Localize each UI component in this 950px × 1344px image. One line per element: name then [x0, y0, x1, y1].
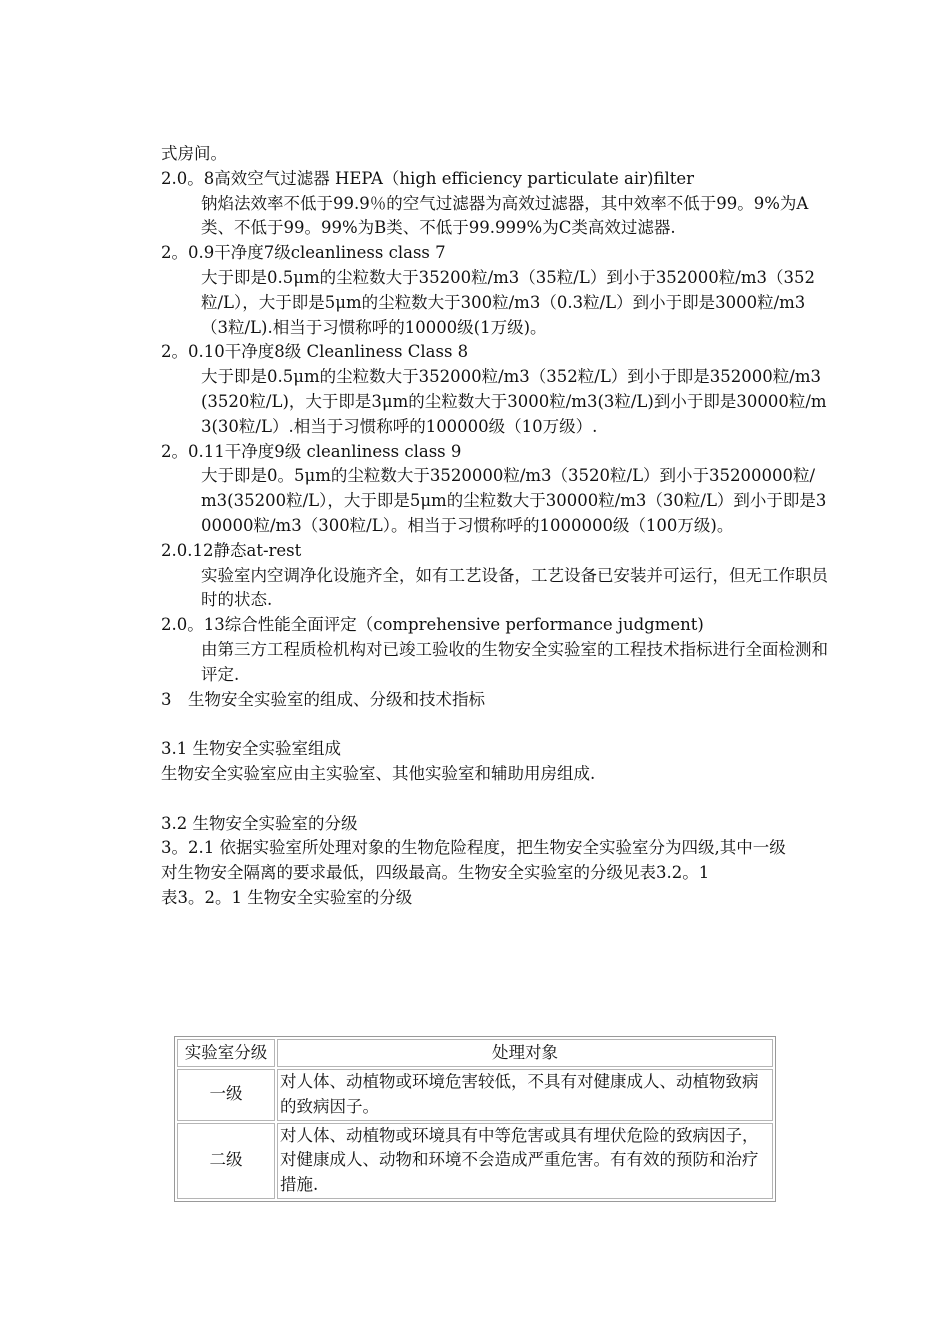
paragraph-at-rest: 实验室内空调净化设施齐全，如有工艺设备，工艺设备已安装并可运行，但无工作职员时的状态.: [201, 565, 828, 610]
cell-desc: 对人体、动植物或环境危害较低，不具有对健康成人、动植物致病的致病因子。: [277, 1069, 773, 1121]
chapter-heading-3: 3 生物安全实验室的组成、分级和技术指标: [161, 689, 485, 709]
paragraph-class-7: 大于即是0.5μm的尘粒数大于35200粒/m3（35粒/L）到小于352000粒/m3（352粒/L），大于即是5μm的尘粒数大于300粒/m3（0.3粒/L）到小于即是3000粒/m3（3粒/L).相当于习惯称呼的10000级(1万级)。: [201, 267, 815, 337]
section-heading-2-0-13: 2.0。13综合性能全面评定（comprehensive performance judgment): [161, 615, 704, 635]
spacer: [161, 712, 801, 737]
section-heading-3-1: 3.1 生物安全实验室组成: [161, 739, 341, 759]
section-heading-3-2: 3.2 生物安全实验室的分级: [161, 813, 358, 833]
header-level: 实验室分级: [177, 1039, 275, 1067]
section-heading-2-0-8: 2.0。8高效空气过滤器 HEPA（high efficiency particulate air)filter: [161, 168, 695, 188]
document-body: [161, 142, 828, 911]
spacer: [161, 787, 801, 812]
header-object: 处理对象: [277, 1039, 773, 1067]
cell-desc: 对人体、动植物或环境具有中等危害或具有埋伏危险的致病因子，对健康成人、动物和环境不会造成严重危害。有有效的预防和治疗措施.: [277, 1123, 773, 1199]
section-heading-2-0-9: 2。0.9干净度7级cleanliness class 7: [161, 243, 446, 263]
paragraph-class-8: 大于即是0.5μm的尘粒数大于352000粒/m3（352粒/L）到小于即是352000粒/m3(3520粒/L)，大于即是3μm的尘粒数大于3000粒/m3(3粒/L)到小于即是30000粒/m3(30粒/L）.相当于习惯称呼的100000级（10万级）.: [201, 367, 827, 436]
section-heading-2-0-12: 2.0.12静态at-rest: [161, 540, 302, 560]
classification-table: [174, 1036, 776, 1202]
paragraph-continuation: 式房间。: [161, 144, 227, 163]
paragraph-hepa-definition: 钠焰法效率不低于99.9％的空气过滤器为高效过滤器，其中效率不低于99。9%为A类、不低于99。99%为B类、不低于99.999%为C类高效过滤器.: [201, 193, 809, 238]
table-caption: 表3。2。1 生物安全实验室的分级: [161, 887, 413, 907]
table-row: [177, 1123, 773, 1199]
section-heading-2-0-10: 2。0.10干净度8级 Cleanliness Class 8: [161, 342, 469, 362]
paragraph-composition: 生物安全实验室应由主实验室、其他实验室和辅助用房组成.: [161, 763, 596, 783]
paragraph-classification: 3。2.1 依据实验室所处理对象的生物危险程度，把生物安全实验室分为四级,其中一级对生物安全隔离的要求最低，四级最高。生物安全实验室的分级见表3.2。1: [161, 838, 786, 883]
cell-level: 二级: [177, 1123, 275, 1199]
table-header-row: [177, 1039, 773, 1067]
cell-level: 一级: [177, 1069, 275, 1121]
classification-table-wrapper: [174, 1036, 776, 1202]
paragraph-judgment: 由第三方工程质检机构对已竣工验收的生物安全实验室的工程技术指标进行全面检测和评定.: [201, 639, 828, 684]
section-heading-2-0-11: 2。0.11干净度9级 cleanliness class 9: [161, 441, 462, 461]
table-row: [177, 1069, 773, 1121]
paragraph-class-9: 大于即是0。5μm的尘粒数大于3520000粒/m3（3520粒/L）到小于35200000粒/m3(35200粒/L），大于即是5μm的尘粒数大于30000粒/m3（30粒/L）到小于即是300000粒/m3（300粒/L）。相当于习惯称呼的1000000级（100万级)。: [201, 466, 827, 535]
